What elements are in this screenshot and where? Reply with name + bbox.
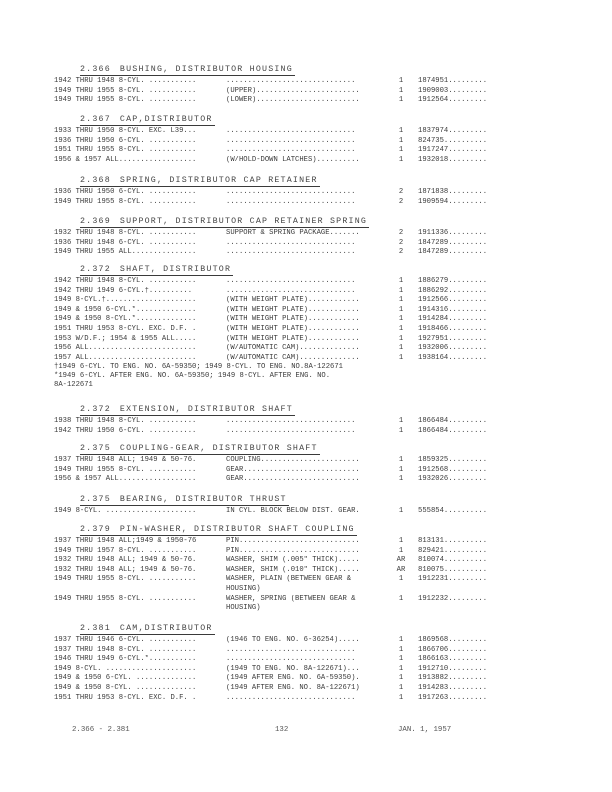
quantity: 1 [398, 475, 404, 484]
section-2-372-shaft [54, 258, 554, 390]
section-name: SUPPORT, DISTRIBUTOR CAP RETAINER SPRING [119, 217, 368, 226]
part-row [54, 229, 554, 239]
part-row [54, 646, 554, 656]
section-number: 2.369 [80, 217, 111, 226]
part-number: 1912566......... [418, 296, 488, 305]
part-row [54, 537, 554, 547]
description: SUPPORT & SPRING PACKAGE....... [226, 229, 360, 237]
part-row [54, 77, 554, 87]
section-number: 2.366 [80, 65, 111, 74]
quantity: 2 [398, 197, 404, 206]
part-number: 1909003......... [418, 86, 488, 95]
application: 1936 THRU 1948 6-CYL. ........... [54, 238, 197, 247]
part-number: 1913882......... [418, 674, 488, 683]
quantity: 1 [398, 507, 404, 515]
part-row [54, 694, 554, 704]
application: 1932 THRU 1948 ALL; 1949 & 50-76. [54, 556, 197, 565]
application: 1949 THRU 1955 8-CYL. ........... [54, 197, 197, 206]
quantity: 1 [398, 353, 404, 362]
application: 1946 THRU 1949 6-CYL.*........... [54, 655, 197, 664]
part-number: 1917263......... [418, 693, 488, 702]
part-row [54, 466, 554, 476]
part-number: 1847289......... [418, 248, 488, 257]
part-row [54, 287, 554, 297]
quantity: 1 [398, 315, 404, 324]
section-title [80, 64, 295, 76]
part-row [54, 87, 554, 97]
part-row [54, 344, 554, 354]
part-number: 1912568......... [418, 465, 488, 474]
quantity: 2 [398, 248, 404, 257]
part-number: 1871838......... [418, 188, 488, 196]
quantity: 1 [398, 674, 404, 683]
part-row [54, 315, 554, 325]
part-row [54, 354, 554, 364]
section-2-375-bearing [54, 488, 554, 517]
application: 1936 THRU 1950 6-CYL. ........... [54, 188, 197, 196]
quantity: 1 [398, 417, 404, 425]
description: .............................. [226, 693, 356, 702]
application: 1949 & 1950 8-CYL. .............. [54, 683, 197, 692]
part-row [54, 239, 554, 249]
quantity: 1 [398, 324, 404, 333]
quantity: 1 [398, 277, 404, 285]
application: 1949 THRU 1955 8-CYL. ........... [54, 96, 197, 105]
part-number: 1938164......... [418, 353, 488, 362]
application: 1942 THRU 1948 8-CYL. ........... [54, 77, 197, 85]
description: (W/AUTOMATIC CAM).............. [226, 344, 360, 353]
description: .............................. [226, 238, 356, 247]
section-name: COUPLING-GEAR, DISTRIBUTOR SHAFT [119, 444, 318, 453]
application: 1942 THRU 1950 6-CYL. ........... [54, 426, 197, 435]
application: 1932 THRU 1948 ALL; 1949 & 50-76. [54, 565, 197, 574]
part-row [54, 137, 554, 147]
section-title [80, 175, 320, 187]
application: 1949 THRU 1955 8-CYL. ........... [54, 465, 197, 474]
description: WASHER, SPRING (BETWEEN GEAR & HOUSING) [226, 594, 356, 613]
quantity: AR [396, 565, 406, 574]
quantity: 1 [398, 146, 404, 155]
footnote-dagger: †1949 6-CYL. TO ENG. NO. 6A-59350; 1949 8-CYL. TO ENG. NO.8A-122671 [54, 363, 343, 372]
section-title [80, 623, 215, 635]
quantity: 1 [398, 594, 404, 603]
section-name: BEARING, DISTRIBUTOR THRUST [119, 495, 287, 504]
description: .............................. [226, 77, 356, 85]
section-number: 2.368 [80, 176, 111, 185]
part-number: 810075.......... [418, 565, 488, 574]
part-number: 1914283......... [418, 683, 488, 692]
part-number: 810074.......... [418, 556, 488, 565]
application: 1937 THRU 1948 ALL;1949 & 1950-76 [54, 537, 197, 545]
part-row [54, 655, 554, 665]
section-2-366 [54, 58, 554, 106]
application: 1949 8-CYL. ..................... [54, 507, 197, 515]
part-row [54, 198, 554, 208]
part-row [54, 566, 554, 576]
application: 1938 THRU 1948 8-CYL. ........... [54, 417, 197, 425]
description: GEAR........................... [226, 475, 360, 484]
application: 1949 THRU 1957 8-CYL. ........... [54, 546, 197, 555]
part-row [54, 417, 554, 427]
section-number: 2.372 [80, 265, 111, 274]
quantity: 1 [398, 86, 404, 95]
part-number: 1869568......... [418, 636, 488, 644]
application: 1956 ALL......................... [54, 344, 197, 353]
part-number: 1886279......... [418, 277, 488, 285]
part-number: 1859325......... [418, 456, 488, 464]
part-row [54, 556, 554, 566]
quantity: 1 [398, 664, 404, 673]
part-row [54, 127, 554, 137]
part-row [54, 248, 554, 258]
part-number: 1837974......... [418, 127, 488, 135]
section-name: PIN-WASHER, DISTRIBUTOR SHAFT COUPLING [119, 525, 355, 534]
part-row [54, 188, 554, 198]
section-2-375-coupling [54, 437, 554, 485]
part-row [54, 156, 554, 166]
section-number: 2.372 [80, 405, 111, 414]
part-number: 1866163......... [418, 655, 488, 664]
footnote-asterisk: *1949 6-CYL. AFTER ENG. NO. 6A-59350; 1949 8-CYL. AFTER ENG. NO. [54, 372, 331, 381]
part-row [54, 575, 554, 594]
application: 1942 THRU 1948 8-CYL. ........... [54, 277, 197, 285]
quantity: 1 [398, 136, 404, 145]
description: (1949 AFTER ENG. NO. 6A-59350). [226, 674, 360, 683]
part-row [54, 277, 554, 287]
part-number: 824735.......... [418, 136, 488, 145]
description: WASHER, PLAIN (BETWEEN GEAR & HOUSING) [226, 575, 352, 593]
part-number: 1909594......... [418, 197, 488, 206]
quantity: 1 [398, 155, 404, 164]
quantity: 1 [398, 96, 404, 105]
section-2-381 [54, 617, 554, 703]
part-number: 1927951......... [418, 334, 488, 343]
part-row [54, 636, 554, 646]
quantity: 1 [398, 575, 404, 584]
application: 1933 THRU 1950 8-CYL. EXC. L39... [54, 127, 197, 135]
application: 1949 & 1950 6-CYL.*.............. [54, 305, 197, 314]
application: 1951 THRU 1953 8-CYL. EXC. D.F. . [54, 324, 197, 333]
section-number: 2.379 [80, 525, 111, 534]
application: 1956 & 1957 ALL.................. [54, 155, 197, 164]
section-number: 2.375 [80, 444, 111, 453]
part-row [54, 547, 554, 557]
section-number: 2.375 [80, 495, 111, 504]
description: WASHER, SHIM (.005" THICK)..... [226, 556, 360, 565]
description: .............................. [226, 146, 356, 155]
part-number: 1912710......... [418, 664, 488, 673]
section-number: 2.381 [80, 624, 111, 633]
part-number: 813131.......... [418, 537, 488, 545]
part-number: 1932018......... [418, 155, 488, 164]
application: 1937 THRU 1948 ALL; 1949 & 50-76. [54, 456, 197, 464]
section-name: CAM,DISTRIBUTOR [119, 624, 213, 633]
description: .............................. [226, 417, 356, 425]
quantity: 1 [398, 127, 404, 135]
part-row [54, 306, 554, 316]
description: .............................. [226, 188, 356, 196]
application: 1953 W/D.F.; 1954 & 1955 ALL..... [54, 334, 197, 343]
quantity: 1 [398, 546, 404, 555]
quantity: 2 [398, 229, 404, 237]
description: .............................. [226, 197, 356, 206]
section-2-368 [54, 169, 554, 207]
quantity: 1 [398, 334, 404, 343]
application: 1949 & 1950 6-CYL. .............. [54, 674, 197, 683]
section-name: SPRING, DISTRIBUTOR CAP RETAINER [119, 176, 318, 185]
part-row [54, 427, 554, 437]
description: .............................. [226, 127, 356, 135]
part-row [54, 595, 554, 614]
description: (WITH WEIGHT PLATE)............ [226, 296, 360, 305]
quantity: 1 [398, 296, 404, 305]
part-number: 1866706......... [418, 645, 488, 654]
part-row [54, 456, 554, 466]
description: (UPPER)........................ [226, 86, 360, 95]
description: (WITH WEIGHT PLATE)............ [226, 315, 360, 324]
part-row [54, 146, 554, 156]
section-name: BUSHING, DISTRIBUTOR HOUSING [119, 65, 293, 74]
application: 1937 THRU 1948 8-CYL. ........... [54, 645, 197, 654]
quantity: 1 [398, 693, 404, 702]
part-number: 1917247......... [418, 146, 488, 155]
section-title [80, 494, 289, 506]
description: WASHER, SHIM (.010" THICK)..... [226, 565, 360, 574]
description: IN CYL. BLOCK BELOW DIST. GEAR. [226, 507, 360, 515]
part-number: 1866484......... [418, 426, 488, 435]
application: 1956 & 1957 ALL.................. [54, 475, 197, 484]
part-number: 1914284......... [418, 315, 488, 324]
part-number: 1932006......... [418, 344, 488, 353]
quantity: 1 [398, 655, 404, 664]
quantity: AR [396, 556, 406, 565]
part-number: 1932026......... [418, 475, 488, 484]
part-number: 1874951......... [418, 77, 488, 85]
part-row [54, 475, 554, 485]
application: 1949 8-CYL.†..................... [54, 296, 197, 305]
section-2-372-extension [54, 398, 554, 436]
part-row [54, 335, 554, 345]
part-number: 1912564......... [418, 96, 488, 105]
part-number: 1866484......... [418, 417, 488, 425]
part-row [54, 684, 554, 694]
section-2-379 [54, 518, 554, 614]
issue-date: JAN. 1, 1957 [398, 726, 452, 734]
section-title [80, 216, 369, 228]
application: 1957 ALL......................... [54, 353, 197, 362]
section-title [80, 443, 320, 455]
section-title [80, 264, 233, 276]
application: 1949 THRU 1955 8-CYL. ........... [54, 594, 197, 603]
description: (WITH WEIGHT PLATE)............ [226, 324, 360, 333]
description: .............................. [226, 136, 356, 145]
description: (LOWER)........................ [226, 96, 360, 105]
description: (WITH WEIGHT PLATE)............ [226, 334, 360, 343]
quantity: 1 [398, 636, 404, 644]
quantity: 1 [398, 344, 404, 353]
application: 1951 THRU 1953 8-CYL. EXC. D.F. . [54, 693, 197, 702]
part-row [54, 296, 554, 306]
section-name: CAP,DISTRIBUTOR [119, 115, 213, 124]
part-row [54, 674, 554, 684]
description: (1949 TO ENG. NO. 8A-122671)... [226, 664, 360, 673]
quantity: 1 [398, 77, 404, 85]
description: .............................. [226, 426, 356, 435]
application: 1942 THRU 1949 6-CYL.†.......... [54, 286, 193, 295]
section-2-367 [54, 108, 554, 165]
application: 1932 THRU 1948 8-CYL. ........... [54, 229, 197, 237]
quantity: 1 [398, 683, 404, 692]
quantity: 1 [398, 537, 404, 545]
description: .............................. [226, 277, 356, 285]
part-number: 1912232......... [418, 594, 488, 603]
section-name: EXTENSION, DISTRIBUTOR SHAFT [119, 405, 293, 414]
quantity: 2 [398, 188, 404, 196]
application: 1949 8-CYL. ..................... [54, 664, 197, 673]
quantity: 1 [398, 305, 404, 314]
application: 1937 THRU 1946 6-CYL. ........... [54, 636, 197, 644]
application: 1951 THRU 1955 8-CYL. ........... [54, 146, 197, 155]
quantity: 1 [398, 465, 404, 474]
description: (WITH WEIGHT PLATE)............ [226, 305, 360, 314]
part-number: 1912231......... [418, 575, 488, 584]
quantity: 1 [398, 456, 404, 464]
part-number: 1914316......... [418, 305, 488, 314]
quantity: 1 [398, 426, 404, 435]
part-number: 1847289......... [418, 238, 488, 247]
description: .............................. [226, 286, 356, 295]
part-number: 1886292......... [418, 286, 488, 295]
description: (1949 AFTER ENG. NO. 8A-122671) [226, 683, 360, 692]
part-number: 1911336......... [418, 229, 488, 237]
application: 1949 THRU 1955 ALL............... [54, 248, 197, 257]
description: .............................. [226, 645, 356, 654]
part-row [54, 507, 554, 517]
section-2-369 [54, 210, 554, 258]
quantity: 1 [398, 286, 404, 295]
description: PIN............................ [226, 546, 360, 555]
application: 1949 THRU 1955 8-CYL. ........... [54, 575, 197, 584]
footnote-asterisk-cont: 8A-122671 [54, 381, 93, 390]
description: (1946 TO ENG. NO. 6-36254)..... [226, 636, 360, 644]
description: COUPLING....................... [226, 456, 360, 464]
section-name: SHAFT, DISTRIBUTOR [119, 265, 232, 274]
section-title [80, 114, 215, 126]
quantity: 2 [398, 238, 404, 247]
section-title [80, 524, 357, 536]
part-row [54, 325, 554, 335]
description: PIN............................ [226, 537, 360, 545]
section-title [80, 404, 295, 416]
quantity: 1 [398, 645, 404, 654]
page-number: 132 [275, 726, 289, 734]
description: GEAR........................... [226, 465, 360, 474]
application: 1949 & 1950 8-CYL.*.............. [54, 315, 197, 324]
application: 1949 THRU 1955 8-CYL. ........... [54, 86, 197, 95]
description: .............................. [226, 655, 356, 664]
section-number: 2.367 [80, 115, 111, 124]
description: (W/AUTOMATIC CAM).............. [226, 353, 360, 362]
section-range: 2.366 - 2.381 [72, 726, 130, 734]
description: .............................. [226, 248, 356, 257]
part-number: 1918466......... [418, 324, 488, 333]
description: (W/HOLD-DOWN LATCHES).......... [226, 155, 360, 164]
part-row [54, 665, 554, 675]
part-row [54, 96, 554, 106]
part-number: 829421.......... [418, 546, 488, 555]
part-number: 555854.......... [418, 507, 488, 515]
application: 1936 THRU 1950 6-CYL. ........... [54, 136, 197, 145]
